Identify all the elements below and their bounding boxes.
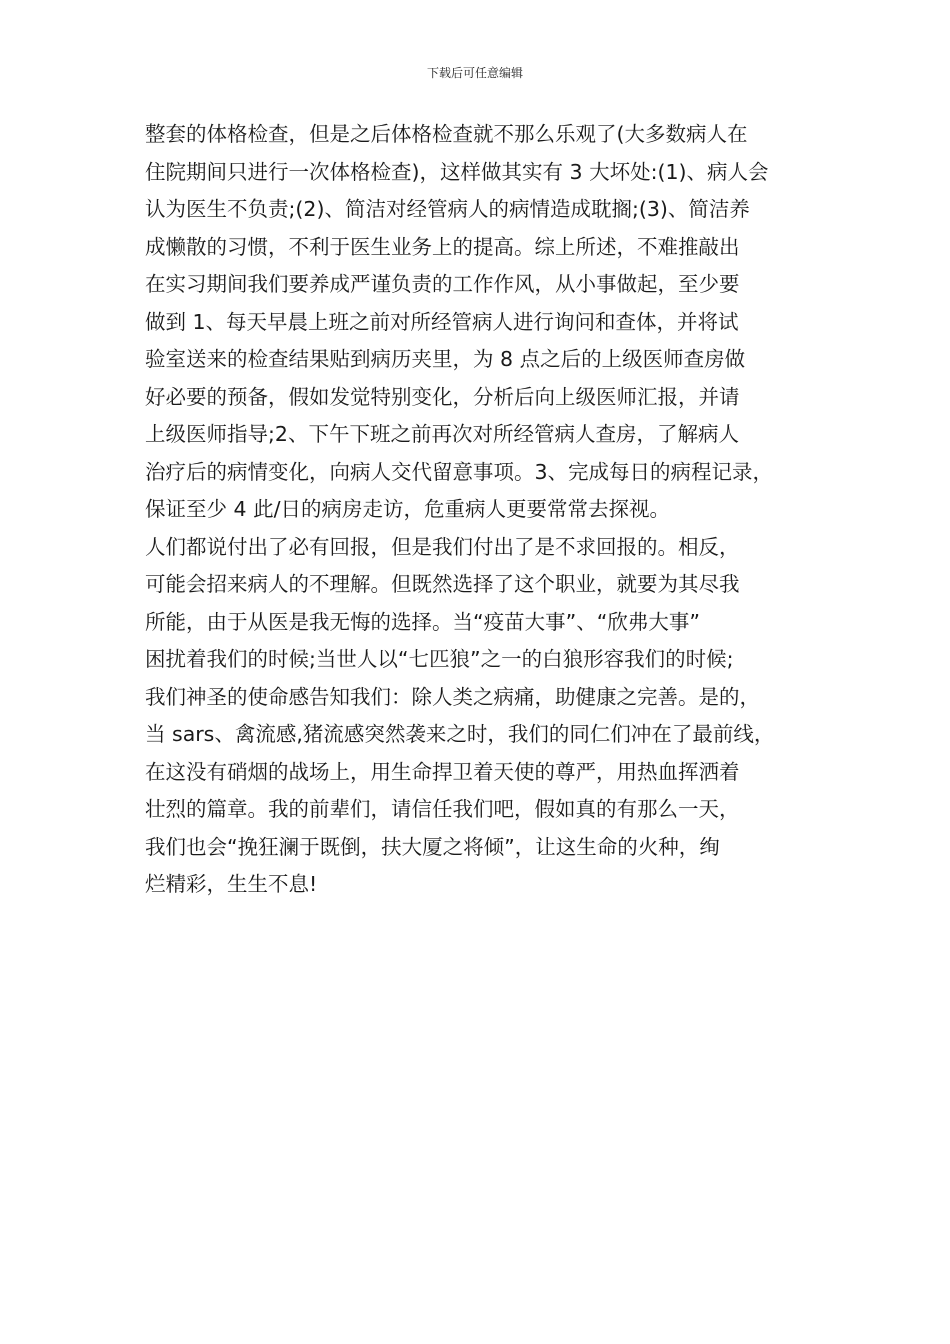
body-line: 上级医师指导;2、下午下班之前再次对所经管病人查房，了解病人 — [145, 422, 739, 446]
body-line: 好必要的预备，假如发觉特别变化，分析后向上级医师汇报，并请 — [145, 384, 740, 409]
body-line: 整套的体格检查，但是之后体格检查就不那么乐观了(大多数病人在 — [145, 122, 748, 146]
body-line: 壮烈的篇章。我的前辈们，请信任我们吧，假如真的有那么一天， — [145, 797, 740, 821]
body-line: 住院期间只进行一次体格检查)，这样做其实有 3 大坏处:(1)、病人会 — [145, 159, 769, 184]
body-line: 治疗后的病情变化，向病人交代留意事项。3、完成每日的病程记录， — [145, 459, 774, 484]
body-line: 成懒散的习惯，不利于医生业务上的提高。综上所述，不难推敲出 — [145, 234, 740, 259]
body-line: 可能会招来病人的不理解。但既然选择了这个职业，就要为其尽我 — [145, 572, 740, 596]
body-line: 所能，由于从医是我无悔的选择。当“疫苗大事”、“欣弗大事” — [145, 609, 700, 634]
body-line: 我们也会“挽狂澜于既倒，扶大厦之将倾”，让这生命的火种，绚 — [145, 834, 720, 859]
document-body — [145, 116, 825, 904]
body-line: 我们神圣的使命感告知我们：除人类之病痛，助健康之完善。是的， — [145, 684, 760, 709]
body-line: 保证至少 4 此/日的病房走访，危重病人更要常常去探视。 — [145, 497, 670, 521]
body-line: 在这没有硝烟的战场上，用生命捍卫着天使的尊严，用热血挥洒着 — [145, 759, 740, 784]
body-line: 验室送来的检查结果贴到病历夹里，为 8 点之后的上级医师查房做 — [145, 347, 746, 371]
body-line: 烂精彩，生生不息! — [145, 872, 318, 896]
body-line: 在实习期间我们要养成严谨负责的工作作风，从小事做起，至少要 — [145, 272, 740, 296]
body-line: 人们都说付出了必有回报，但是我们付出了是不求回报的。相反， — [145, 534, 740, 559]
body-line: 当 sars、禽流感,猪流感突然袭来之时，我们的同仁们冲在了最前线， — [145, 722, 775, 746]
page-header: 下载后可任意编辑 — [426, 66, 523, 80]
body-line: 困扰着我们的时候;当世人以“七匹狼”之一的白狼形容我们的时候; — [145, 647, 734, 671]
body-line: 认为医生不负责;(2)、简洁对经管病人的病情造成耽搁;(3)、简洁养 — [145, 197, 750, 221]
body-line: 做到 1、每天早晨上班之前对所经管病人进行询问和查体，并将试 — [145, 309, 739, 334]
